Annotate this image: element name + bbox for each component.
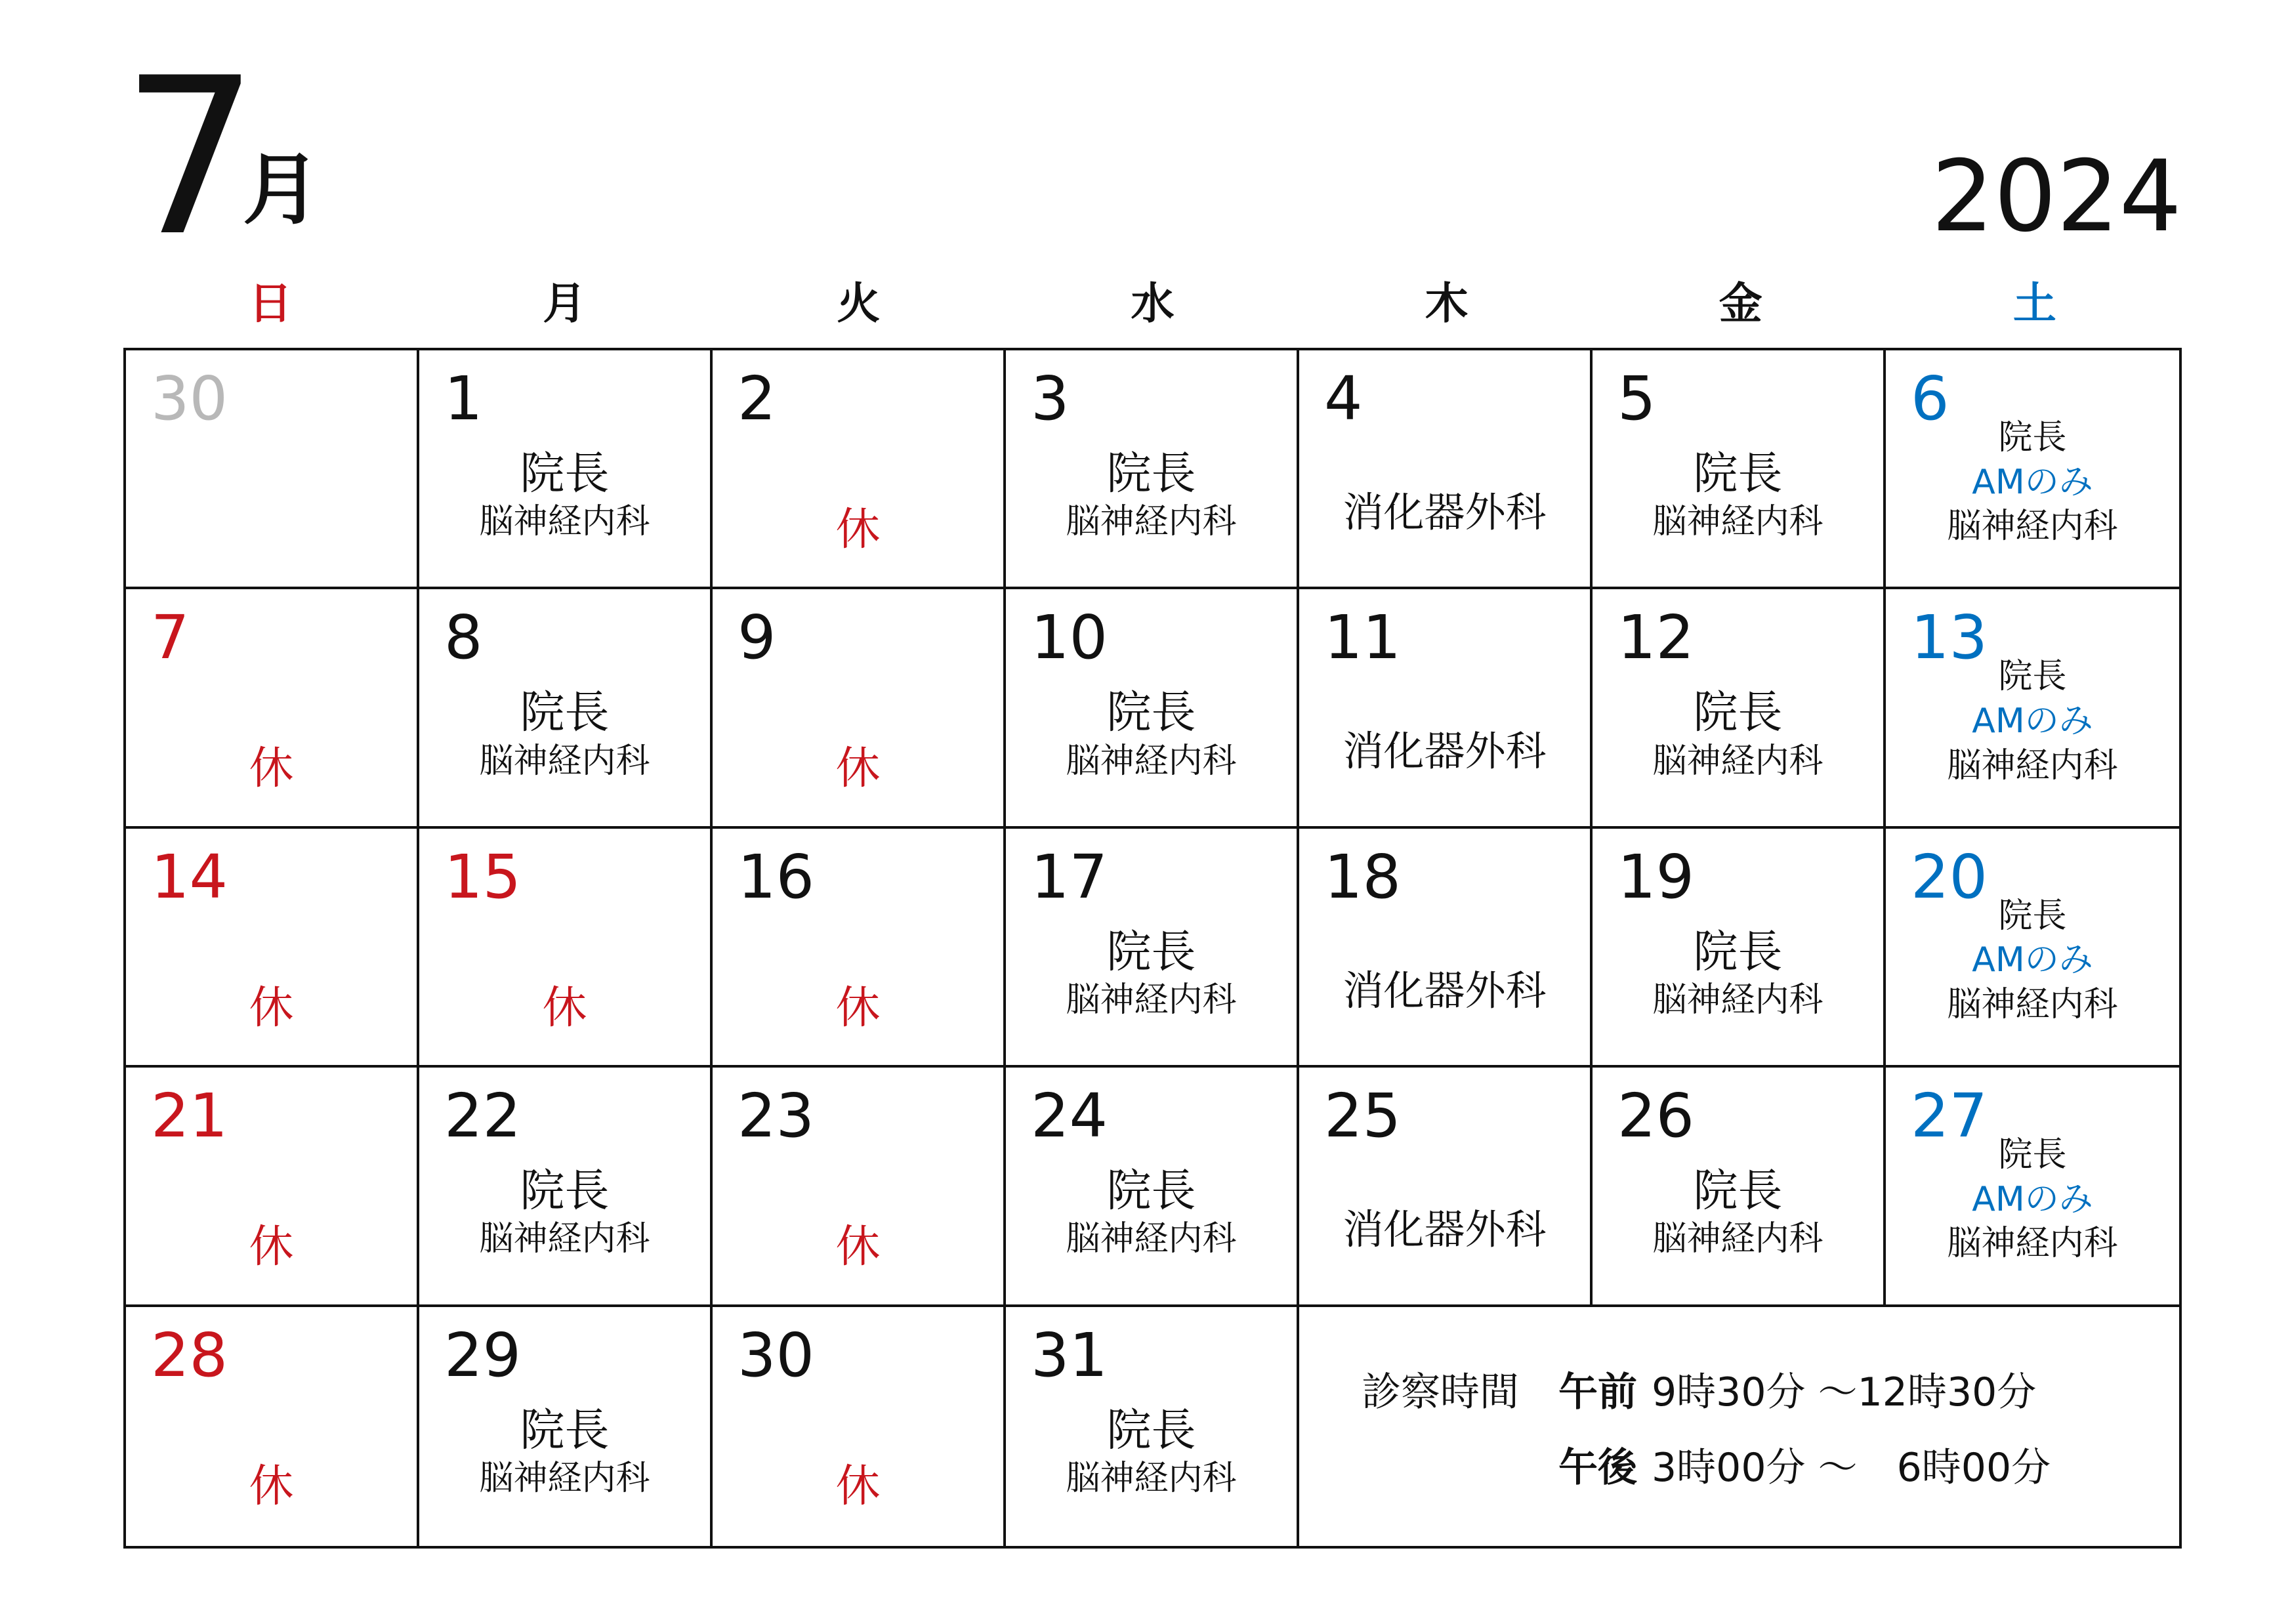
day-number: 30 (738, 1320, 815, 1390)
day-number: 5 (1617, 364, 1656, 434)
calendar-day-cell (713, 589, 1006, 828)
schedule-department: 脳神経内科 (1947, 1224, 2118, 1264)
day-schedule (419, 927, 710, 1034)
day-number: 7 (151, 602, 190, 673)
day-schedule (713, 927, 1003, 1034)
weekday-label: 木 (1425, 278, 1469, 329)
calendar-day-cell (713, 350, 1006, 589)
schedule-department: 脳神経内科 (1066, 1219, 1237, 1259)
closed-mark: 休 (835, 1221, 881, 1274)
day-number: 18 (1324, 841, 1402, 912)
day-number: 12 (1617, 602, 1695, 673)
calendar-day-cell (1299, 589, 1593, 828)
schedule-doctor: 院長 (520, 687, 610, 739)
day-schedule (713, 1166, 1003, 1274)
schedule-am-only: AMのみ (1972, 940, 2093, 980)
schedule-department: 脳神経内科 (1652, 980, 1823, 1020)
calendar-day-cell (713, 1068, 1006, 1306)
schedule-department: 脳神経内科 (479, 502, 650, 542)
day-number: 21 (151, 1081, 228, 1152)
day-schedule (1006, 1405, 1297, 1501)
schedule-doctor: 院長 (520, 448, 610, 500)
calendar-day-cell (419, 1068, 713, 1306)
hours-label: 診察時間 (1362, 1369, 1519, 1415)
calendar-day-cell (419, 829, 713, 1068)
calendar-day-cell (1006, 829, 1299, 1068)
day-schedule (126, 688, 417, 795)
schedule-department: 消化器外科 (1343, 1205, 1547, 1254)
closed-mark: 休 (835, 743, 881, 795)
schedule-doctor: 院長 (520, 1165, 610, 1218)
schedule-doctor: 院長 (1693, 926, 1783, 978)
schedule-department: 消化器外科 (1343, 488, 1547, 536)
day-schedule (1886, 416, 2179, 549)
schedule-doctor: 院長 (1998, 1135, 2067, 1175)
weekday-label: 金 (1719, 278, 1762, 329)
day-number: 8 (444, 602, 483, 673)
schedule-department: 脳神経内科 (1947, 984, 2118, 1024)
day-schedule (419, 688, 710, 783)
calendar-day-cell (1593, 589, 1886, 828)
schedule-department: 脳神経内科 (1066, 741, 1237, 781)
am-time: 9時30分 ～12時30分 (1652, 1369, 2037, 1415)
calendar-day-cell (126, 1307, 419, 1546)
schedule-doctor: 院長 (1106, 687, 1196, 739)
closed-mark: 休 (249, 1221, 294, 1274)
day-schedule (1299, 449, 1590, 537)
day-schedule (1299, 927, 1590, 1015)
calendar-day-cell (713, 1307, 1006, 1546)
day-number: 2 (738, 364, 776, 434)
calendar-day-cell (1886, 589, 2179, 828)
calendar-day-cell (1299, 1068, 1593, 1306)
closed-mark: 休 (249, 1460, 294, 1512)
schedule-doctor: 院長 (1693, 687, 1783, 739)
schedule-department: 脳神経内科 (1066, 980, 1237, 1020)
day-number: 24 (1031, 1081, 1108, 1152)
day-schedule (1593, 688, 1883, 783)
day-number: 29 (444, 1320, 522, 1390)
day-number: 23 (738, 1081, 815, 1152)
day-number: 25 (1324, 1081, 1402, 1152)
day-number: 19 (1617, 841, 1695, 912)
calendar-day-cell (1006, 1068, 1299, 1306)
weekday-label: 月 (543, 278, 587, 329)
day-number: 13 (1911, 602, 1988, 673)
calendar-day-cell (126, 589, 419, 828)
schedule-doctor: 院長 (1693, 448, 1783, 500)
weekday-label: 土 (2012, 278, 2056, 329)
day-number: 17 (1031, 841, 1108, 912)
day-number: 31 (1031, 1320, 1108, 1390)
schedule-doctor: 院長 (1106, 448, 1196, 500)
calendar-day-cell (1299, 350, 1593, 589)
calendar-day-cell (1886, 1068, 2179, 1306)
calendar-day-cell (419, 589, 713, 828)
pm-label: 午後 (1558, 1444, 1637, 1491)
calendar-day-cell (1593, 350, 1886, 589)
day-schedule (126, 1405, 417, 1512)
day-schedule (1886, 1133, 2179, 1266)
schedule-department: 脳神経内科 (1652, 1219, 1823, 1259)
calendar-day-cell (419, 350, 713, 589)
day-number: 4 (1324, 364, 1363, 434)
schedule-department: 脳神経内科 (1066, 502, 1237, 542)
day-schedule (713, 449, 1003, 556)
schedule-doctor: 院長 (1106, 1404, 1196, 1457)
day-number: 26 (1617, 1081, 1695, 1152)
calendar-day-cell (1886, 350, 2179, 589)
day-schedule (1006, 449, 1297, 545)
calendar-day-cell (1886, 829, 2179, 1068)
calendar-day-cell (1006, 1307, 1299, 1546)
month-label: 月 (243, 144, 321, 235)
schedule-department: 脳神経内科 (479, 1219, 650, 1259)
schedule-department: 脳神経内科 (479, 741, 650, 781)
schedule-am-only: AMのみ (1972, 1179, 2093, 1219)
day-number: 28 (151, 1320, 228, 1390)
weekday-label: 水 (1131, 278, 1175, 329)
weekday-label: 日 (249, 278, 293, 329)
day-number: 11 (1324, 602, 1402, 673)
schedule-doctor: 院長 (1998, 418, 2067, 457)
day-schedule (126, 1166, 417, 1274)
day-number: 10 (1031, 602, 1108, 673)
schedule-doctor: 院長 (520, 1404, 610, 1457)
day-schedule (1006, 1166, 1297, 1262)
pm-time: 3時00分 ～ 6時00分 (1652, 1444, 2051, 1491)
closed-mark: 休 (249, 982, 294, 1034)
closed-mark: 休 (249, 743, 294, 795)
calendar-day-cell (1006, 350, 1299, 589)
day-number: 6 (1911, 364, 1949, 434)
calendar-day-cell (419, 1307, 713, 1546)
day-schedule (1299, 688, 1590, 776)
day-schedule (419, 449, 710, 545)
day-schedule (1593, 1166, 1883, 1262)
day-schedule (126, 927, 417, 1034)
day-schedule (713, 1405, 1003, 1512)
day-number: 14 (151, 841, 228, 912)
schedule-am-only: AMのみ (1972, 701, 2093, 741)
calendar-day-cell (126, 829, 419, 1068)
calendar-day-cell (126, 1068, 419, 1306)
day-number: 3 (1031, 364, 1070, 434)
schedule-doctor: 院長 (1998, 657, 2067, 697)
closed-mark: 休 (835, 1460, 881, 1512)
day-schedule (1886, 655, 2179, 788)
schedule-department: 脳神経内科 (1947, 745, 2118, 785)
weekday-label: 火 (837, 278, 881, 329)
calendar-day-cell (1006, 589, 1299, 828)
schedule-doctor: 院長 (1106, 1165, 1196, 1218)
schedule-doctor: 院長 (1693, 1165, 1783, 1218)
day-schedule (1886, 894, 2179, 1028)
schedule-am-only: AMのみ (1972, 462, 2093, 502)
schedule-department: 消化器外科 (1343, 727, 1547, 776)
day-schedule (1593, 449, 1883, 545)
day-schedule (419, 1405, 710, 1501)
closed-mark: 休 (835, 504, 881, 556)
calendar-day-cell (713, 829, 1006, 1068)
schedule-department: 脳神経内科 (1066, 1458, 1237, 1498)
schedule-department: 消化器外科 (1343, 966, 1547, 1014)
calendar-day-cell (1593, 1068, 1886, 1306)
am-label: 午前 (1558, 1369, 1637, 1415)
day-schedule (1006, 927, 1297, 1023)
calendar-day-cell (126, 350, 419, 589)
day-number: 15 (444, 841, 522, 912)
schedule-department: 脳神経内科 (479, 1458, 650, 1498)
day-number: 22 (444, 1081, 522, 1152)
day-number: 9 (738, 602, 776, 673)
month-number: 7 (121, 31, 259, 283)
day-schedule (1593, 927, 1883, 1023)
calendar-day-cell (1593, 829, 1886, 1068)
schedule-doctor: 院長 (1998, 896, 2067, 936)
day-schedule (419, 1166, 710, 1262)
schedule-department: 脳神経内科 (1652, 741, 1823, 781)
calendar-grid (123, 348, 2182, 1549)
consultation-hours (1299, 1307, 2179, 1546)
schedule-department: 脳神経内科 (1652, 502, 1823, 542)
year: 2024 (1931, 140, 2182, 254)
closed-mark: 休 (542, 982, 587, 1034)
day-schedule (1299, 1166, 1590, 1254)
day-number: 16 (738, 841, 815, 912)
day-number: 20 (1911, 841, 1988, 912)
closed-mark: 休 (835, 982, 881, 1034)
schedule-doctor: 院長 (1106, 926, 1196, 978)
day-schedule (713, 688, 1003, 795)
day-number: 30 (151, 364, 228, 434)
day-number: 27 (1911, 1081, 1988, 1152)
day-schedule (1006, 688, 1297, 783)
schedule-department: 脳神経内科 (1947, 507, 2118, 547)
calendar-day-cell (1299, 829, 1593, 1068)
day-number: 1 (444, 364, 483, 434)
